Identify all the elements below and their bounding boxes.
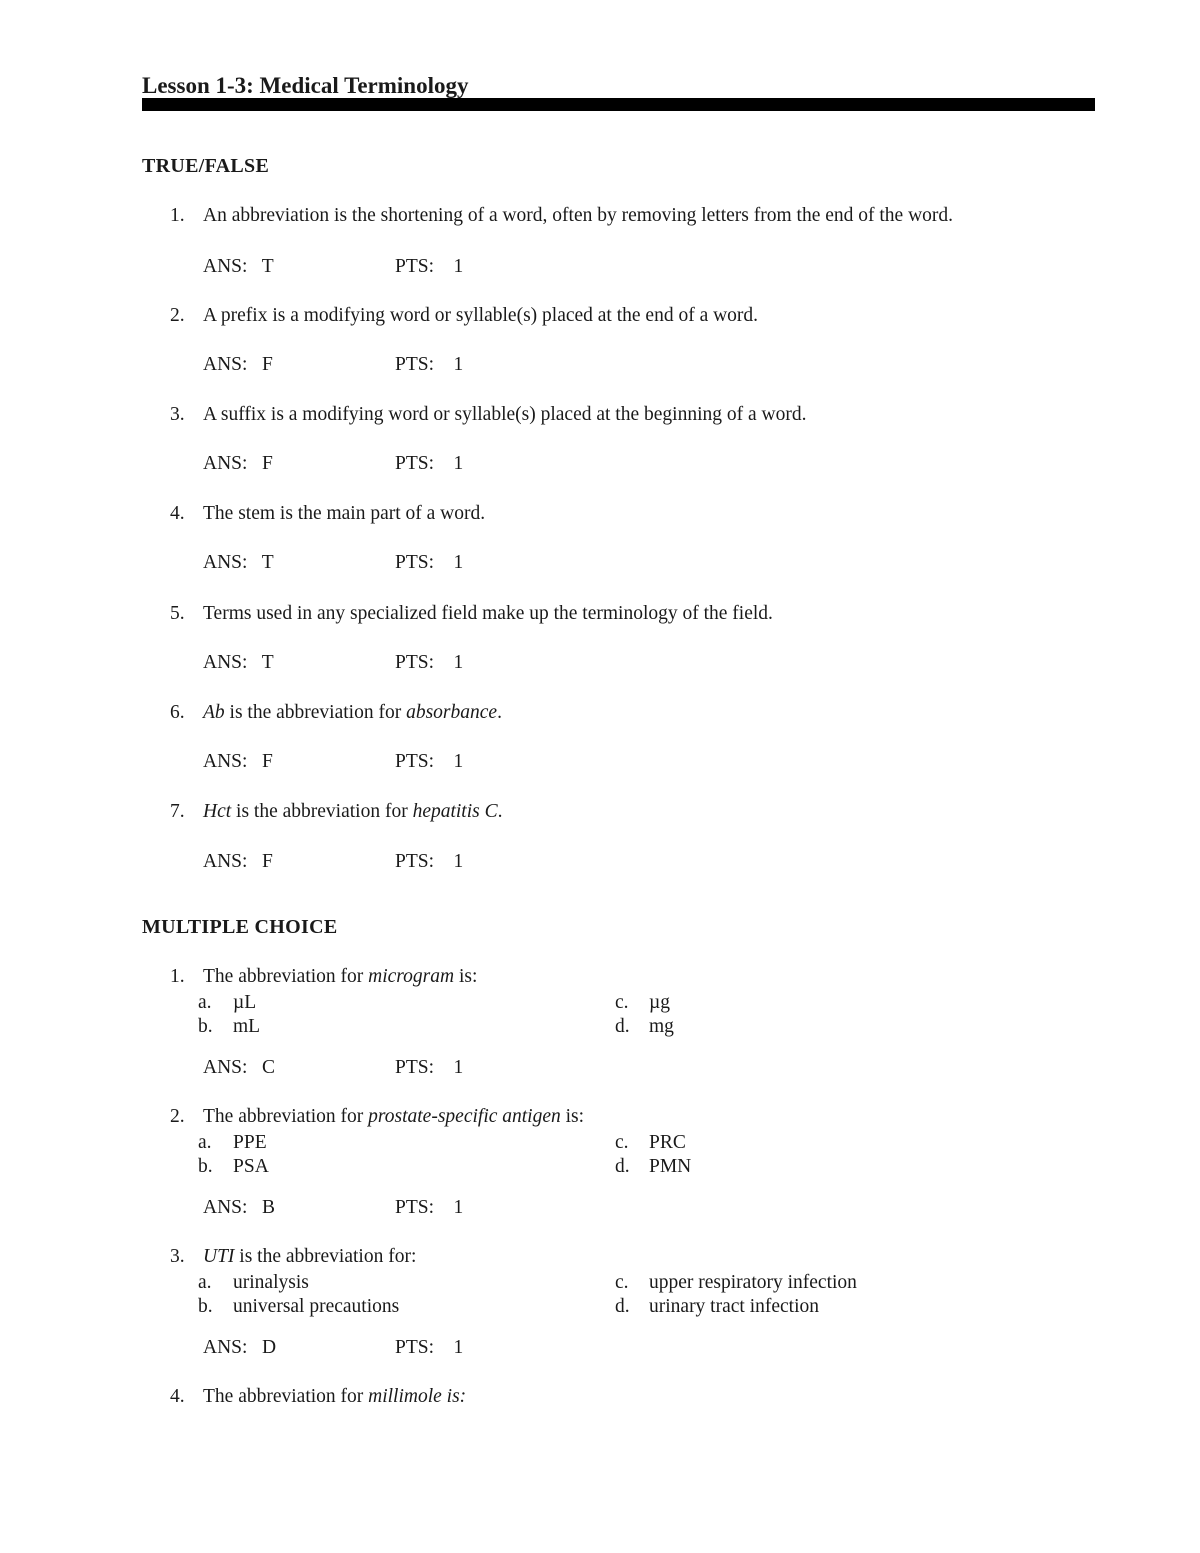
option-text-a: PPE bbox=[233, 1132, 267, 1153]
question-number: 4. bbox=[170, 503, 185, 524]
option-letter-d: d. bbox=[615, 1156, 630, 1177]
question-text: A suffix is a modifying word or syllable(s) placed at the beginning of a word. bbox=[203, 404, 807, 425]
option-text-a: µL bbox=[233, 992, 257, 1013]
points: PTS: 1 bbox=[395, 1057, 464, 1078]
answer: ANS: F bbox=[203, 453, 273, 474]
question-text-pre: The abbreviation for bbox=[203, 966, 369, 987]
question-text: A prefix is a modifying word or syllable(s) placed at the end of a word. bbox=[203, 305, 759, 326]
option-text-c: PRC bbox=[649, 1132, 686, 1153]
question-text-pre: The abbreviation for bbox=[203, 1386, 369, 1407]
option-text-c: µg bbox=[649, 992, 670, 1013]
question-number: 2. bbox=[170, 305, 185, 326]
question-text-post: is: bbox=[560, 1106, 585, 1127]
question-text bbox=[203, 802, 502, 822]
option-text-d: urinary tract infection bbox=[649, 1296, 820, 1317]
section-heading-true-false: TRUE/FALSE bbox=[142, 155, 270, 177]
question-text-mid: is the abbreviation for bbox=[231, 801, 413, 822]
question-text-mid: is the abbreviation for bbox=[224, 702, 407, 723]
section-heading-multiple-choice: MULTIPLE CHOICE bbox=[142, 916, 338, 938]
points: PTS: 1 bbox=[395, 552, 464, 573]
question-number: 5. bbox=[170, 603, 185, 624]
term-italic: hepatitis C bbox=[412, 801, 498, 822]
question-number: 4. bbox=[170, 1386, 185, 1407]
option-letter-b: b. bbox=[198, 1156, 213, 1177]
option-letter-b: b. bbox=[198, 1296, 213, 1317]
option-letter-b: b. bbox=[198, 1016, 213, 1037]
answer: ANS: B bbox=[203, 1197, 276, 1218]
question-number: 3. bbox=[170, 1246, 185, 1267]
option-text-d: PMN bbox=[649, 1156, 692, 1177]
question-text-end: . bbox=[497, 702, 502, 723]
question-text bbox=[203, 1107, 584, 1127]
answer: ANS: T bbox=[203, 552, 274, 573]
option-letter-c: c. bbox=[615, 992, 629, 1013]
points: PTS: 1 bbox=[395, 1337, 464, 1358]
points: PTS: 1 bbox=[395, 851, 464, 872]
points: PTS: 1 bbox=[395, 354, 464, 375]
answer: ANS: C bbox=[203, 1057, 276, 1078]
question-number: 6. bbox=[170, 702, 185, 723]
question-number: 1. bbox=[170, 966, 185, 987]
term-italic: prostate-specific antigen bbox=[368, 1106, 561, 1127]
title-rule bbox=[142, 98, 1095, 111]
option-text-a: urinalysis bbox=[233, 1272, 309, 1293]
option-letter-a: a. bbox=[198, 992, 212, 1013]
answer: ANS: F bbox=[203, 751, 273, 772]
answer: ANS: T bbox=[203, 256, 274, 277]
option-text-d: mg bbox=[649, 1016, 674, 1037]
option-text-c: upper respiratory infection bbox=[649, 1272, 857, 1293]
answer: ANS: T bbox=[203, 652, 274, 673]
question-number: 2. bbox=[170, 1106, 185, 1127]
term-italic: microgram bbox=[368, 966, 455, 987]
question-text bbox=[203, 703, 502, 723]
term-italic: Ab bbox=[203, 702, 225, 723]
option-letter-d: d. bbox=[615, 1296, 630, 1317]
option-text-b: mL bbox=[233, 1016, 261, 1037]
question-text bbox=[203, 967, 477, 987]
term-italic: millimole is: bbox=[368, 1386, 467, 1407]
question-text: The stem is the main part of a word. bbox=[203, 503, 486, 524]
points: PTS: 1 bbox=[395, 453, 464, 474]
option-letter-d: d. bbox=[615, 1016, 630, 1037]
question-text-end: . bbox=[497, 801, 503, 822]
question-text: Terms used in any specialized field make up the terminology of the field. bbox=[203, 603, 773, 624]
question-number: 7. bbox=[170, 801, 185, 822]
question-text: An abbreviation is the shortening of a word, often by removing letters from the end of the word. bbox=[203, 205, 954, 226]
term-italic: Hct bbox=[203, 801, 232, 822]
page-title: Lesson 1-3: Medical Terminology bbox=[142, 73, 469, 98]
answer: ANS: F bbox=[203, 354, 273, 375]
answer: ANS: D bbox=[203, 1337, 277, 1358]
question-text bbox=[203, 1247, 416, 1267]
question-text-pre: The abbreviation for bbox=[203, 1106, 369, 1127]
points: PTS: 1 bbox=[395, 256, 464, 277]
question-number: 1. bbox=[170, 205, 185, 226]
option-text-b: universal precautions bbox=[233, 1296, 400, 1317]
points: PTS: 1 bbox=[395, 652, 464, 673]
option-letter-c: c. bbox=[615, 1132, 629, 1153]
points: PTS: 1 bbox=[395, 1197, 464, 1218]
option-letter-c: c. bbox=[615, 1272, 629, 1293]
question-text-post: is: bbox=[454, 966, 478, 987]
option-text-b: PSA bbox=[233, 1156, 269, 1177]
points: PTS: 1 bbox=[395, 751, 464, 772]
question-text-post: is the abbreviation for: bbox=[234, 1246, 417, 1267]
answer: ANS: F bbox=[203, 851, 273, 872]
term-italic: absorbance bbox=[406, 702, 498, 723]
option-letter-a: a. bbox=[198, 1272, 212, 1293]
term-italic: UTI bbox=[203, 1246, 235, 1267]
option-letter-a: a. bbox=[198, 1132, 212, 1153]
question-text bbox=[203, 1387, 466, 1407]
question-number: 3. bbox=[170, 404, 185, 425]
